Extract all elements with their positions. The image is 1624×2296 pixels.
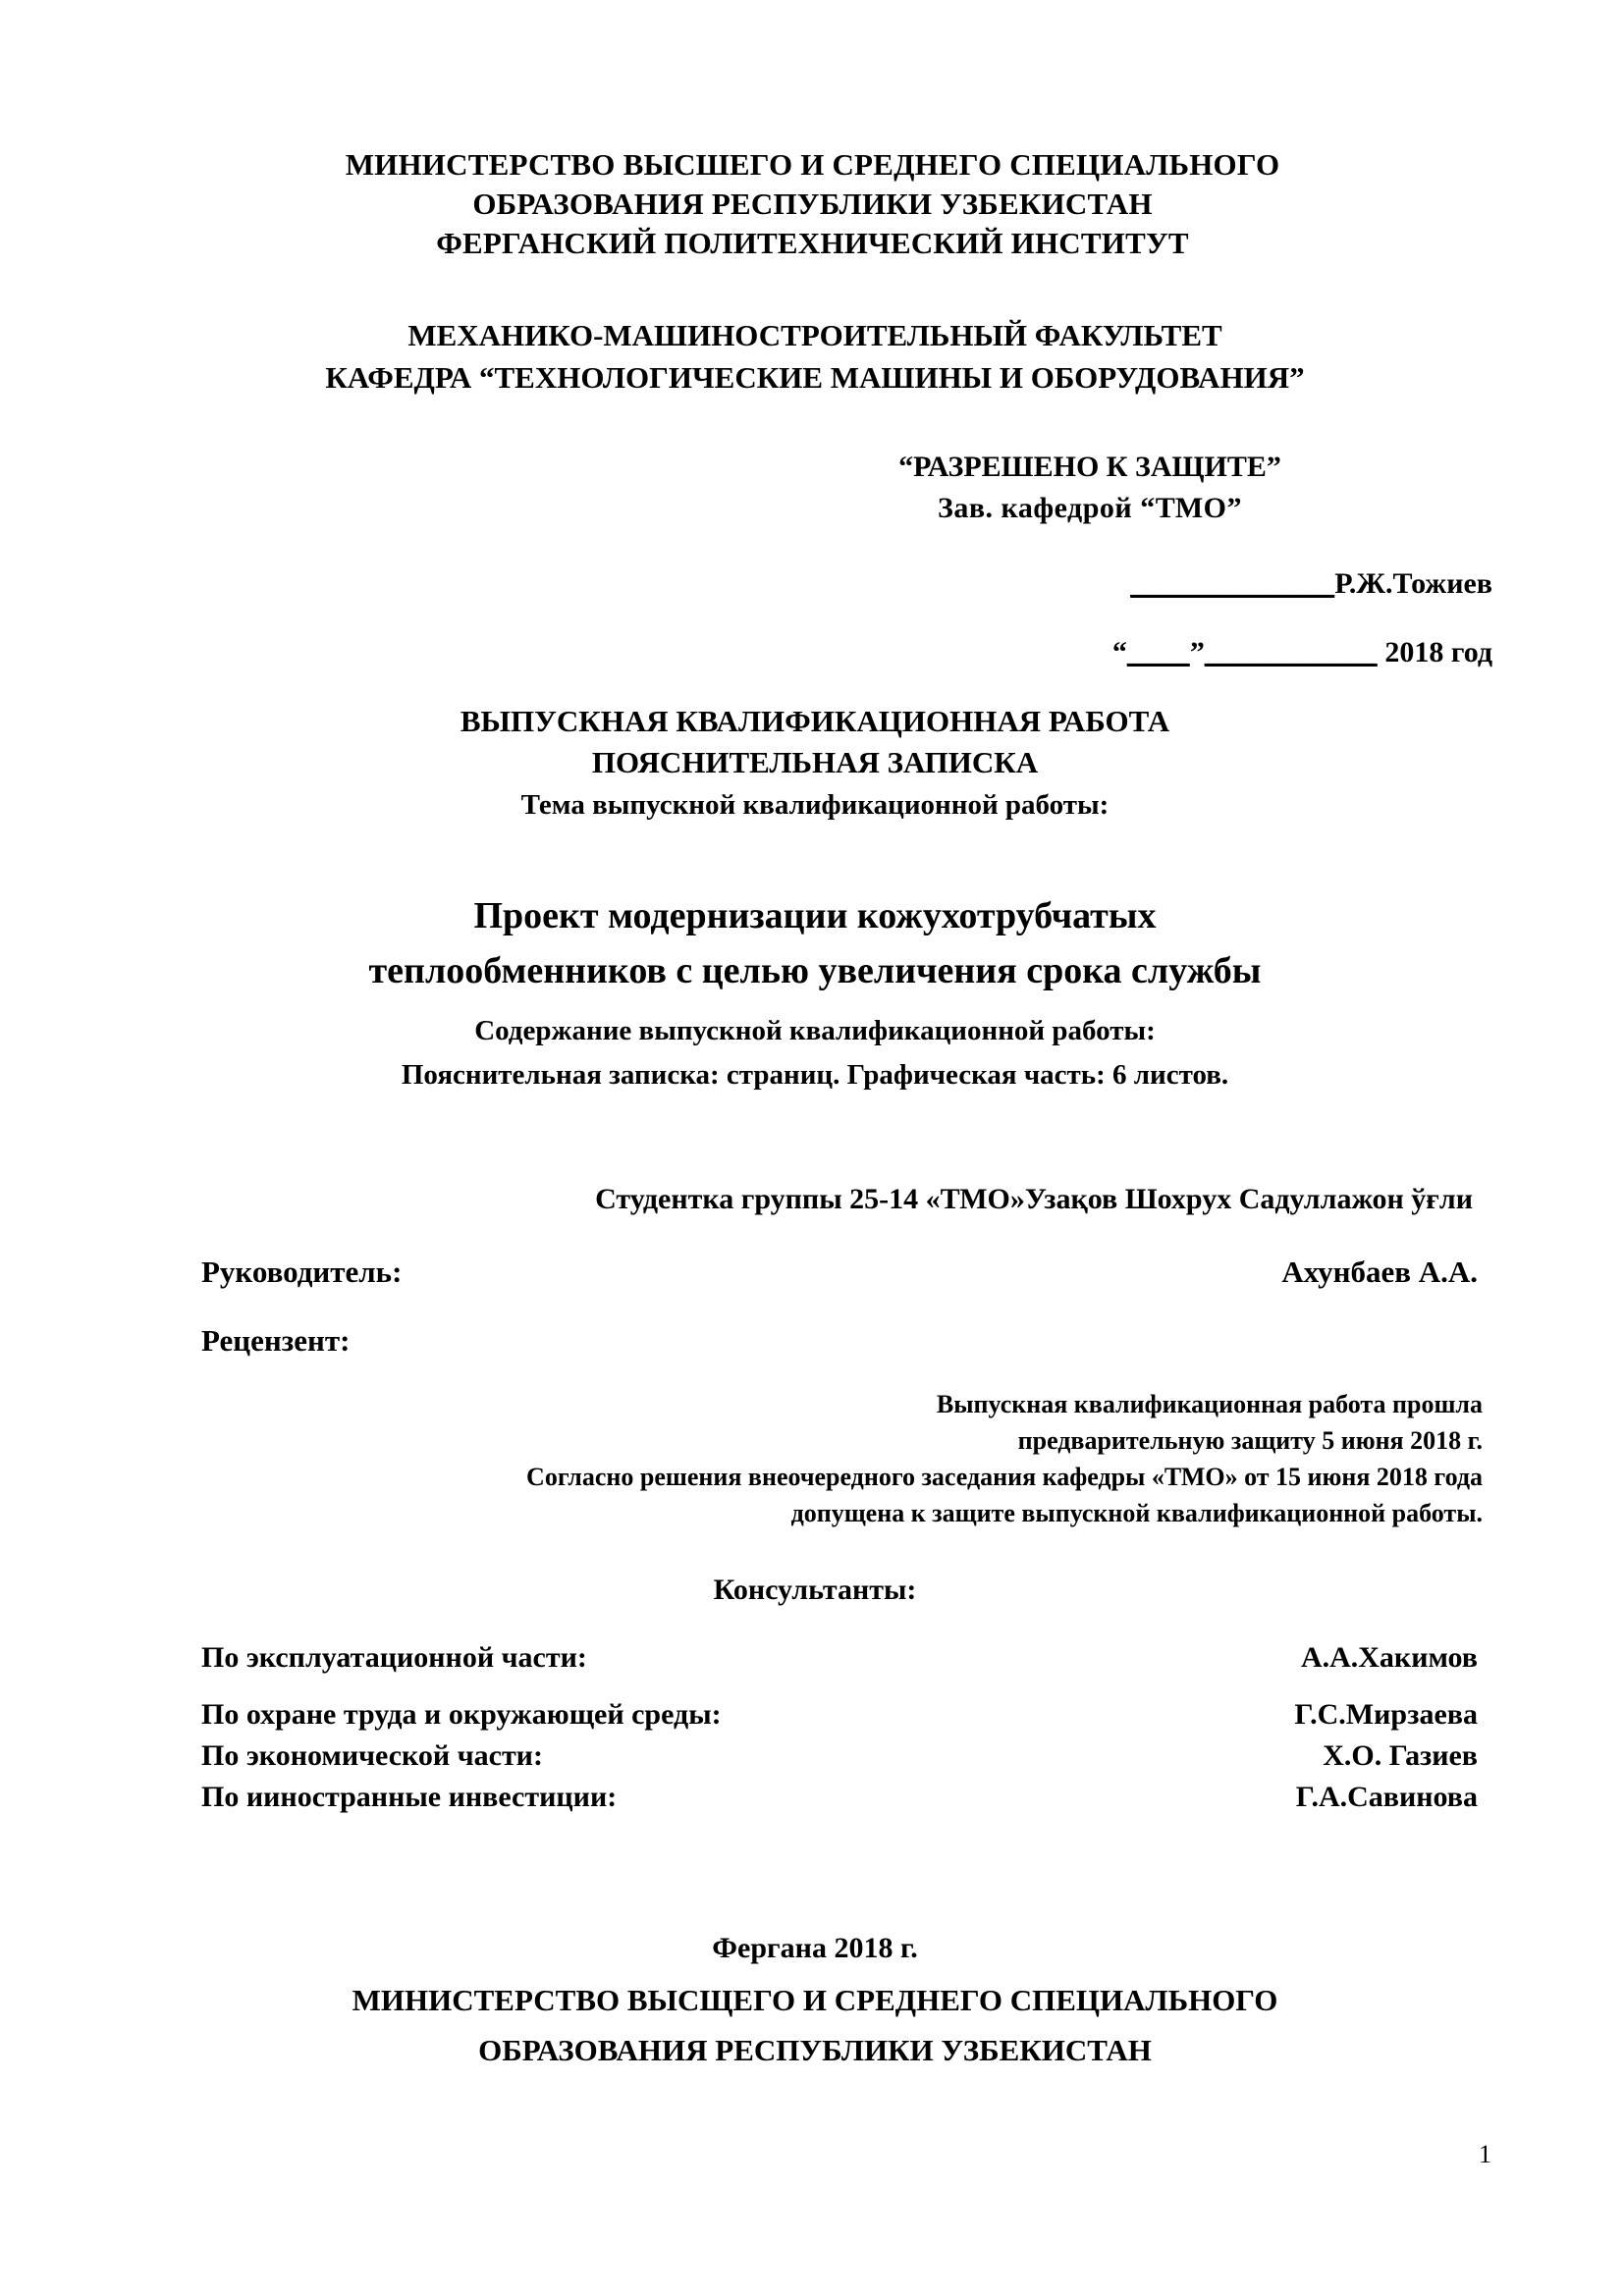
- institution-line-3: ФЕРГАНСКИЙ ПОЛИТЕХНИЧЕСКИЙ ИНСТИТУТ: [436, 226, 1189, 260]
- date-month-blank[interactable]: ___________: [1204, 636, 1378, 668]
- work-type-block: [177, 701, 1453, 783]
- defense-statement: [226, 1386, 1483, 1531]
- pages-line: Пояснительная записка: страниц. Графическая часть: 6 листов.: [401, 1059, 1229, 1091]
- consultant-name: А.А.Хакимов: [1300, 1641, 1478, 1674]
- consultant-label: По эксплуатационной части:: [201, 1641, 587, 1674]
- chair-name: Р.Ж.Тожиев: [1334, 567, 1492, 600]
- thesis-title: [177, 888, 1453, 998]
- consultant-label: По ииностранные инвестиции:: [201, 1781, 618, 1813]
- work-type-line-2: ПОЯСНИТЕЛЬНАЯ ЗАПИСКА: [591, 745, 1039, 779]
- page-number: 1: [1479, 2140, 1491, 2168]
- footer-institution-line-2: ОБРАЗОВАНИЯ РЕСПУБЛИКИ УЗБЕКИСТАН: [478, 2033, 1152, 2067]
- reviewer-label: Рецензент:: [201, 1323, 351, 1358]
- department-line: КАФЕДРА “ТЕХНОЛОГИЧЕСКИЕ МАШИНЫ И ОБОРУДОВАНИЯ”: [325, 360, 1305, 395]
- approval-block: [687, 447, 1492, 529]
- consultant-label: По охране труда и окружающей среды:: [201, 1698, 722, 1731]
- city-year-line: Фергана 2018 г.: [712, 1932, 918, 1964]
- approval-heading: “РАЗРЕШЕНО К ЗАЩИТЕ”: [898, 451, 1281, 483]
- date-quote-close: ”: [1189, 636, 1205, 668]
- consultants-heading: Консультанты:: [713, 1574, 917, 1606]
- approval-date-row: [687, 636, 1492, 669]
- thesis-title-line-1: Проект модернизации кожухотрубчатых: [473, 895, 1157, 936]
- faculty-line: МЕХАНИКО-МАШИНОСТРОИТЕЛЬНЫЙ ФАКУЛЬТЕТ: [407, 318, 1222, 352]
- defense-line-4: допущена к защите выпускной квалификационной работы.: [790, 1499, 1483, 1527]
- consultant-row: [201, 1641, 1478, 1675]
- date-quote-open: “: [1111, 636, 1127, 668]
- institution-line-2: ОБРАЗОВАНИЯ РЕСПУБЛИКИ УЗБЕКИСТАН: [472, 187, 1153, 221]
- supervisor-label: Руководитель:: [201, 1255, 403, 1289]
- reviewer-row: [201, 1323, 1478, 1359]
- theme-label: Тема выпускной квалификационной работы:: [520, 789, 1110, 821]
- consultant-row: [201, 1739, 1478, 1773]
- consultant-label: По экономической части:: [201, 1739, 543, 1772]
- consultant-name: Г.А.Савинова: [1295, 1781, 1478, 1813]
- faculty-department-block: [177, 314, 1453, 399]
- supervisor-row: [201, 1255, 1478, 1290]
- thesis-title-line-2: теплообменников с целью увеличения срока службы: [368, 950, 1262, 991]
- signature-blank[interactable]: _____________: [1130, 567, 1335, 600]
- defense-line-1: Выпускная квалификационная работа прошла: [936, 1390, 1483, 1418]
- consultant-name: Г.С.Мирзаева: [1294, 1698, 1478, 1731]
- date-day-blank[interactable]: ____: [1126, 636, 1190, 668]
- consultant-name: Х.О. Газиев: [1323, 1739, 1478, 1772]
- consultant-row: [201, 1698, 1478, 1732]
- defense-line-3: Согласно решения внеочередного заседания кафедры «ТМО» от 15 июня 2018 года: [526, 1463, 1483, 1491]
- institution-line-1: МИНИСТЕРСТВО ВЫСШЕГО И СРЕДНЕГО СПЕЦИАЛЬНОГО: [345, 147, 1280, 182]
- student-line: Студентка группы 25-14 «ТМО»Узақов Шохрух Садуллажон ўғли: [595, 1183, 1473, 1215]
- footer-institution-line-1: МИНИСТЕРСТВО ВЫСЩЕГО И СРЕДНЕГО СПЕЦИАЛЬНОГО: [352, 1983, 1278, 2017]
- supervisor-name: Ахунбаев А.А.: [1281, 1255, 1478, 1289]
- chair-signature-row: [687, 567, 1492, 601]
- consultants-list: [201, 1641, 1478, 1822]
- consultant-row: [201, 1781, 1478, 1814]
- chair-label: Зав. кафедрой “ТМО”: [938, 492, 1242, 524]
- contents-label: Содержание выпускной квалификационной работы:: [474, 1015, 1156, 1046]
- defense-line-2: предварительную защиту 5 июня 2018 г.: [1017, 1426, 1483, 1455]
- date-year: 2018 год: [1384, 636, 1492, 668]
- institution-header: [201, 145, 1424, 263]
- work-type-line-1: ВЫПУСКНАЯ КВАЛИФИКАЦИОННАЯ РАБОТА: [460, 704, 1170, 738]
- footer-institution-block: [177, 1975, 1453, 2075]
